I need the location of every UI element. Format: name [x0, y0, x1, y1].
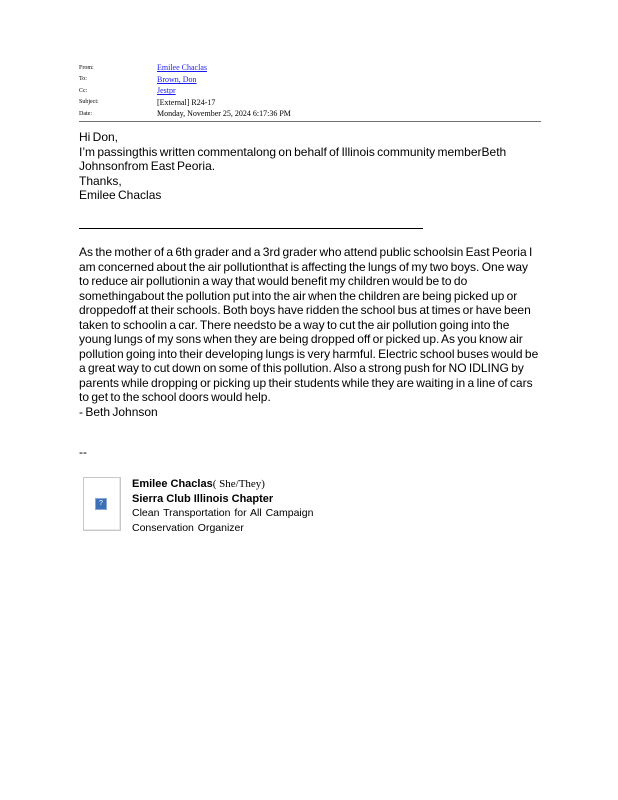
to-link[interactable]: Brown, Don [157, 74, 197, 84]
signature-title: Conservation Organizer [132, 521, 244, 534]
subject-row [79, 97, 541, 109]
intro-line: I’m passingthis written commentalong on behalf of Illinois community memberBeth Johnsonfrom East Peoria. [79, 144, 507, 173]
to-row [79, 74, 541, 86]
signature-campaign: Clean Transportation for All Campaign [132, 507, 314, 519]
comment-block [79, 245, 539, 419]
from-label: From: [79, 64, 94, 71]
header-divider [79, 121, 541, 122]
cc-row [79, 85, 541, 97]
signature-name: Emilee Chaclas [132, 478, 213, 490]
signature-org: Sierra Club Illinois Chapter [132, 492, 274, 505]
email-header [79, 62, 541, 120]
from-link[interactable]: Emilee Chaclas [157, 63, 207, 73]
subject-value: [External] R24-17 [157, 97, 216, 107]
signature-block [132, 477, 313, 535]
comment-body: As the mother of a 6th grader and a 3rd grader who attend public schoolsin East Peoria I am concerned about the air pollutionthat is affecting the lungs of my two boys. One way to reduce air pollutionin a way that would benefit my children would be to do somethingabout the pollution put into the air when the children are being picked up or droppedoff at their schools. Both boys have ridden the school bus at times or have been taken to schoolin a car. There needsto be a way to cut the air pollution going into the young lungs of my sons when they are being dropped off or picked up. As you know air pollution going into their developing lungs is very harmful. Electric school buses would be a great way to cut down on some of this pollution. Also a strong push for NO IDLING by parents while dropping or picking up their students while they are waiting in a line of cars to get to the school doors would help. [79, 245, 539, 404]
signature-name-row [132, 477, 313, 492]
cc-label: Cc: [79, 87, 88, 94]
greeting-line: Hi Don, [79, 130, 119, 144]
sender-name-line: Emilee Chaclas [79, 188, 162, 202]
to-label: To: [79, 76, 87, 83]
signature-separator: -- [79, 445, 87, 459]
subject-label: Subject: [79, 99, 99, 106]
cc-link[interactable]: Jestpr [157, 86, 176, 96]
body-divider [79, 228, 423, 229]
broken-image-icon: ? [95, 498, 107, 510]
comment-signoff: - Beth Johnson [79, 404, 158, 419]
signature-image-frame [83, 477, 121, 531]
thanks-line: Thanks, [79, 173, 122, 188]
date-row [79, 108, 541, 120]
from-row [79, 62, 541, 74]
signature-pronouns: ( She/They) [212, 478, 265, 490]
date-value: Monday, November 25, 2024 6:17:36 PM [157, 109, 291, 119]
greeting-block [79, 130, 539, 203]
date-label: Date: [79, 110, 92, 117]
